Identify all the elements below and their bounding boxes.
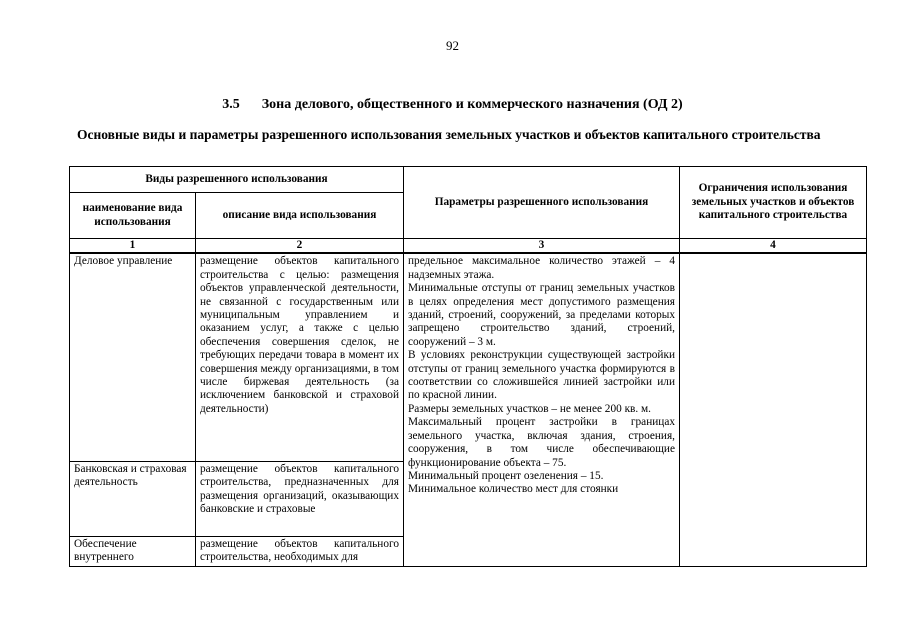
section-title (0, 97, 905, 113)
parameter-line: Минимальный процент озеленения – 15. (408, 469, 604, 482)
restrictions-cell (680, 253, 867, 566)
parameter-line: Минимальные отступы от границ земельных участков в целях определения мест допустимого размещения зданий, строений, сооружений, за пределами которых запрещено строительство зданий, строений, сооружений – 3 м. (408, 282, 675, 348)
row-name: Деловое управление (70, 253, 196, 461)
header-parameters: Параметры разрешенного использования (404, 167, 680, 239)
header-description: описание вида использования (196, 193, 404, 239)
parameter-line: предельное максимальное количество этажей – 4 надземных этажа. (408, 255, 675, 281)
parameters-cell (404, 253, 680, 566)
table-caption: Основные виды и параметры разрешенного использования земельных участков и объектов капитального строительства (77, 127, 821, 142)
parameter-line: Максимальный процент застройки в границах земельного участка, включая здания, строения, сооружения, в том числе обеспечивающие функционирование объекта – 75. (408, 416, 675, 469)
row-name: Банковская и страховая деятельность (70, 461, 196, 536)
row-description: размещение объектов капитального строительства, предназначенных для размещения организаций, оказывающих банковские и страховые (196, 461, 404, 536)
row-description: размещение объектов капитального строительства, необходимых для (196, 536, 404, 566)
page-number: 92 (446, 38, 459, 53)
header-name: наименование вида использования (70, 193, 196, 239)
header-restrictions: Ограничения использования земельных участков и объектов капитального строительства (680, 167, 867, 239)
section-title-text: Зона делового, общественного и коммерческого назначения (ОД 2) (261, 97, 683, 112)
column-number: 4 (680, 239, 867, 254)
column-number: 2 (196, 239, 404, 254)
header-group-uses: Виды разрешенного использования (70, 167, 404, 193)
column-number: 1 (70, 239, 196, 254)
parameter-line: Размеры земельных участков – не менее 200 кв. м. (408, 402, 652, 415)
section-number: 3.5 (222, 97, 240, 112)
column-number: 3 (404, 239, 680, 254)
row-description: размещение объектов капитального строительства с целью: размещения объектов управленческой деятельности, не связанной с государственным или муниципальным управлением и оказанием услуг, а также с целью обеспечения совершения сделок, не требующих передачи товара в момент их совершения между организациями, в том числе биржевая деятельность (за исключением банковской и страховой деятельности) (196, 253, 404, 461)
parameter-line: Минимальное количество мест для стоянки (408, 483, 619, 496)
uses-table (69, 166, 867, 567)
parameter-line: В условиях реконструкции существующей застройки отступы от границ земельного участка формируются в соответствии со сложившейся линией застройки или по красной линии. (408, 349, 675, 402)
row-name: Обеспечение внутреннего (70, 536, 196, 566)
